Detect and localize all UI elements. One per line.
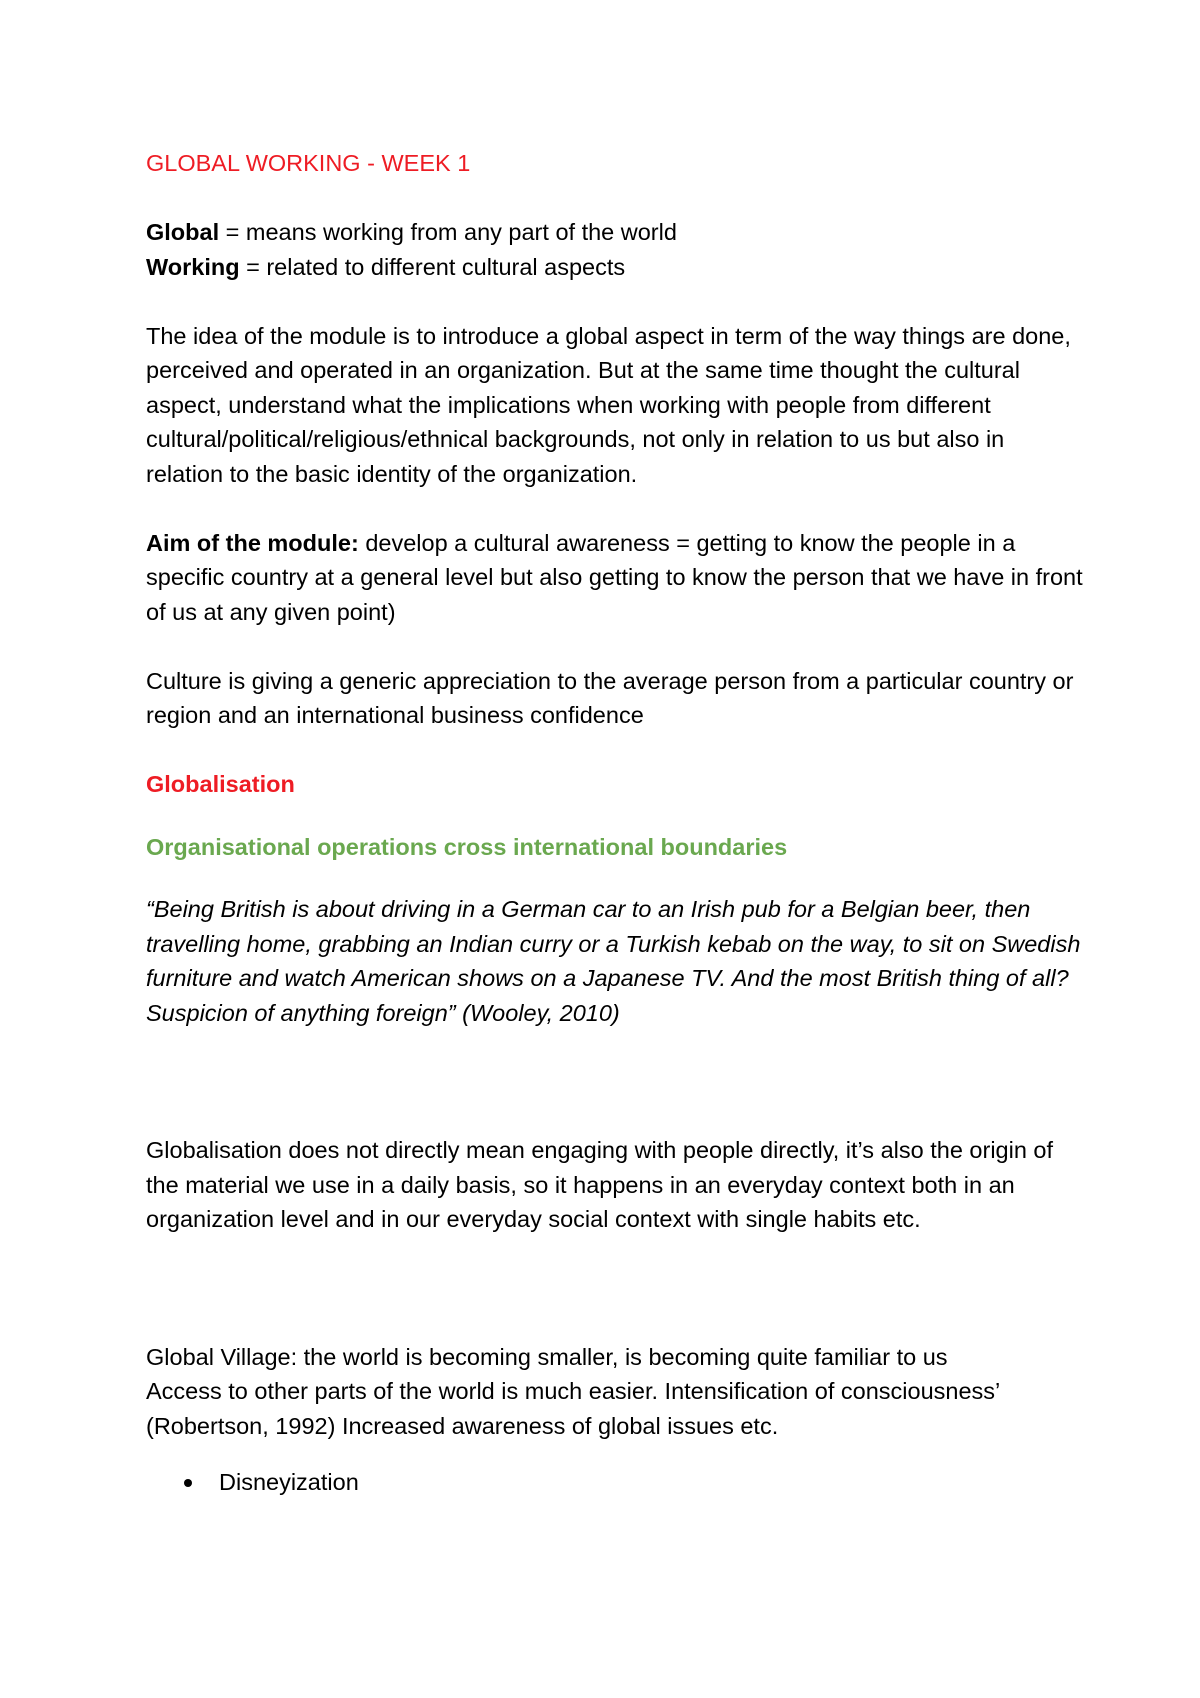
- definition-text: = related to different cultural aspects: [239, 253, 626, 280]
- globalisation-paragraph: Globalisation does not directly mean engaging with people directly, it’s also the origin of the material we use in a daily basis, so it happens in an everyday context both in an organization level and in our everyday social context with single habits etc.: [146, 1137, 1054, 1232]
- globalisation-heading: Globalisation: [146, 771, 295, 797]
- definition-term: Global: [146, 219, 220, 245]
- definition-term: Working: [146, 253, 240, 280]
- list-item-text: Disneyization: [219, 1469, 359, 1495]
- intro-paragraph: The idea of the module is to introduce a global aspect in term of the way things are done, perceived and operated in an organization. But at the same time thought the cultural aspect, understand what the implications when working with people from different cultural/political/religious/ethnical backgrounds, not only in relation to us but also in relation to the basic identity of the organization.: [146, 322, 1071, 487]
- definition-global: [146, 215, 1086, 250]
- document-body: [146, 146, 1086, 1500]
- aim-text: develop a cultural awareness = getting to know the people in a specific country at a general level but also getting to know the person that we have in front of us at any given point): [146, 529, 1083, 625]
- section-subheading: Organisational operations cross international boundaries: [146, 833, 788, 860]
- global-village-line: Global Village: the world is becoming smaller, is becoming quite familiar to us: [146, 1343, 948, 1370]
- aim-label: Aim of the module:: [146, 529, 359, 556]
- list-item: [146, 1465, 1086, 1500]
- definition-text: = means working from any part of the world: [219, 219, 677, 245]
- bullet-icon: [184, 1479, 192, 1487]
- aim-paragraph: [146, 526, 1086, 630]
- bullet-list: [146, 1465, 1086, 1500]
- document-title: GLOBAL WORKING - WEEK 1: [146, 150, 471, 176]
- global-village-paragraph: Access to other parts of the world is much easier. Intensification of consciousness’ (Robertson, 1992) Increased awareness of global issues etc.: [146, 1378, 1000, 1439]
- culture-paragraph: Culture is giving a generic appreciation to the average person from a particular country or region and an international business confidence: [146, 667, 1074, 728]
- quote-paragraph: “Being British is about driving in a German car to an Irish pub for a Belgian beer, then travelling home, grabbing an Indian curry or a Turkish kebab on the way, to sit on Swedish furniture and watch American shows on a Japanese TV. And the most British thing of all? Suspicion of anything foreign” (Wooley, 2010): [146, 896, 1081, 1026]
- definition-working: [146, 250, 1086, 285]
